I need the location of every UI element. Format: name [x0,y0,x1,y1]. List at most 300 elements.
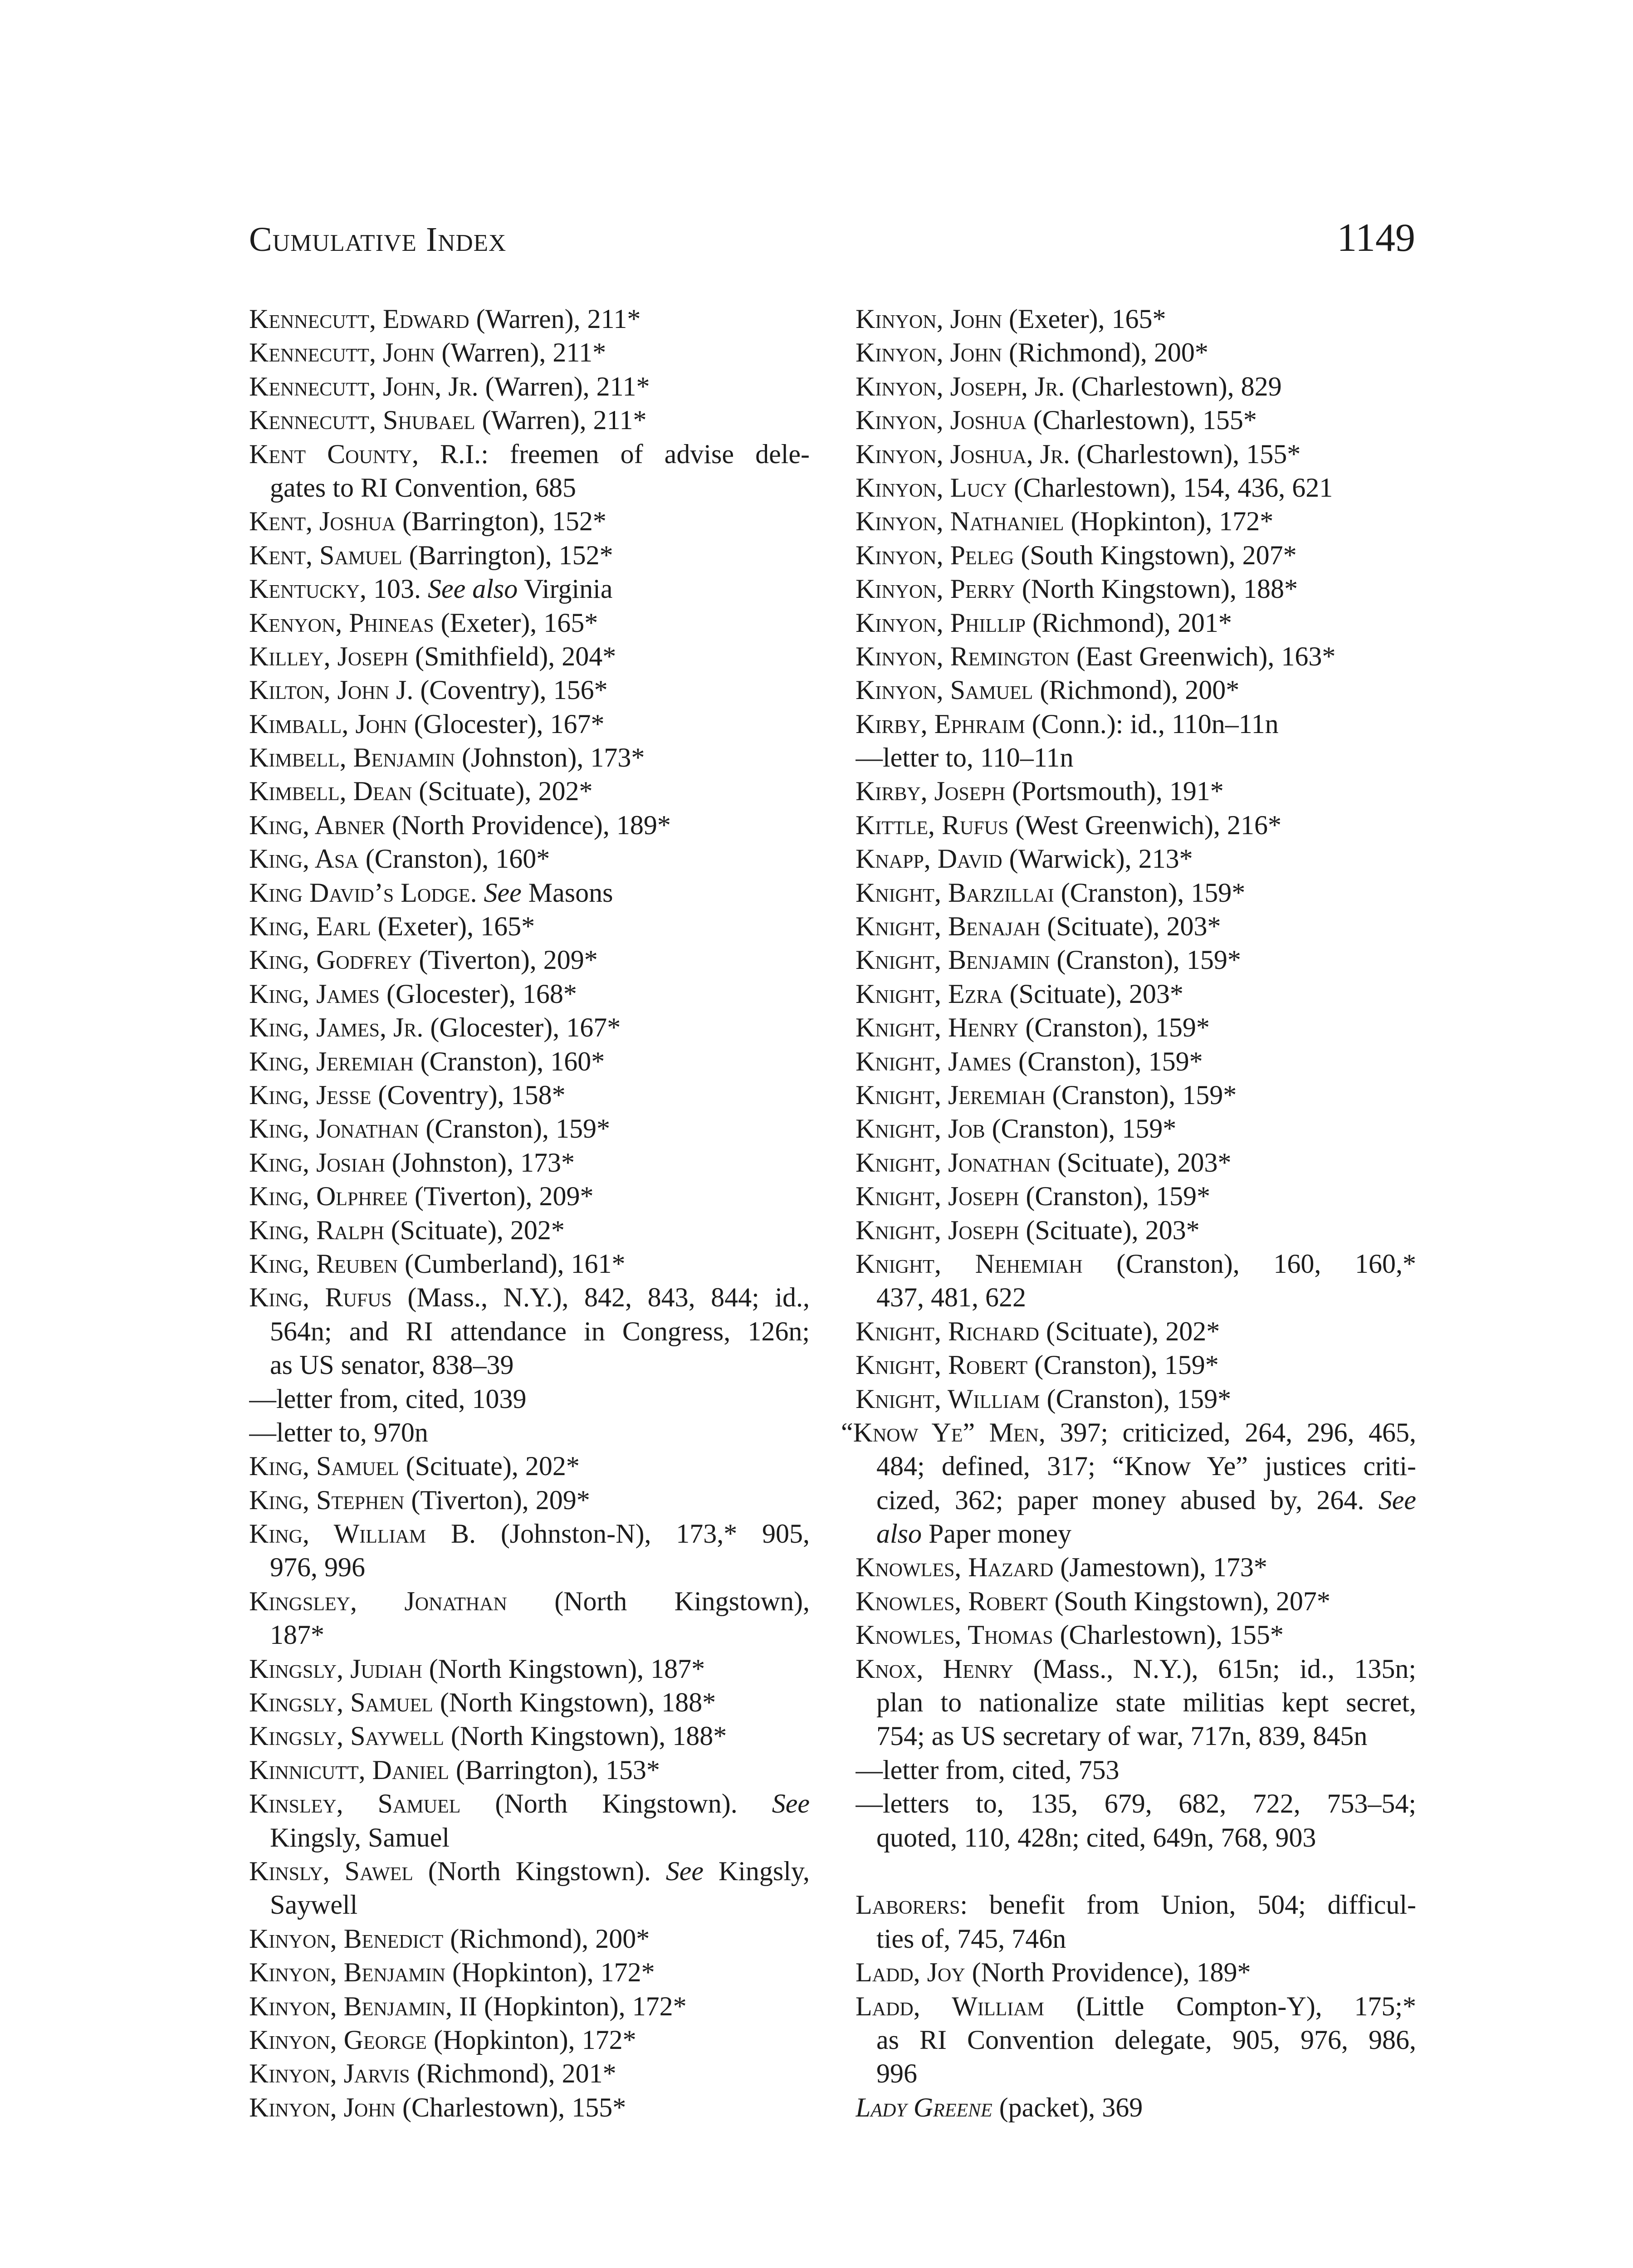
index-entry [249,1989,810,2023]
index-entry [249,504,810,538]
index-entry [249,707,810,741]
entry-heading: Knight, Robert [856,1350,1028,1380]
index-entry [249,1146,810,1179]
index-entry [856,842,1416,875]
index-entry [856,1955,1416,1989]
entry-heading: Knight, Richard [856,1316,1039,1346]
entry-text: (packet), 369 [992,2092,1143,2122]
entry-text: (North Kingstown), [507,1586,810,1616]
entry-text: (Johnston), 173* [455,743,645,773]
index-entry [856,572,1416,606]
index-entry-continuation [856,1449,1416,1483]
index-entry [249,1483,810,1517]
entry-text: (Exeter), 165* [371,911,535,942]
entry-heading: King, William B. [249,1519,476,1549]
entry-text: (Glocester), 167* [423,1012,621,1043]
entry-text: cized, 362; paper money abused by, 264. [876,1485,1379,1515]
entry-heading: Kittle, Rufus [856,810,1009,840]
entry-text: (Hopkinton), 172* [426,2024,636,2055]
index-subentry [249,1382,810,1416]
index-entry [856,876,1416,909]
entry-heading: King, Jesse [249,1080,372,1110]
index-entry [249,808,810,842]
entry-heading: Kimball, John [249,709,407,739]
entry-text: (Charlestown), 829 [1065,371,1282,401]
entry-text: 754; as US secretary of war, 717n, 839, 845n [876,1721,1368,1751]
index-entry [249,1922,810,1955]
index-entry [249,437,810,471]
index-entry [856,1112,1416,1145]
entry-heading: Kimbell, Benjamin [249,743,455,773]
entry-heading: Kinyon, Benedict [249,1923,444,1954]
index-entry [249,1787,810,1820]
entry-text: 976, 996 [270,1552,365,1583]
entry-heading: Knowles, Hazard [856,1552,1054,1583]
entry-heading: Kennecutt, John [249,337,435,368]
index-entry [856,1315,1416,1348]
index-entry [249,741,810,774]
entry-heading: Kennecutt, Shubael [249,405,475,435]
entry-heading: Knox, Henry [856,1653,1014,1684]
entry-text: (Conn.): id., 110n–11n [1025,709,1279,739]
entry-text: as RI Convention delegate, 905, 976, 986, [876,2024,1416,2055]
entry-heading: King, Asa [249,844,359,874]
entry-text: (North Kingstown), 188* [1015,574,1298,604]
entry-heading: “Know Ye” Men [841,1417,1039,1447]
cross-reference-label: also [876,1519,922,1549]
index-entry [856,640,1416,673]
entry-heading: Kinyon, John [249,2092,396,2122]
index-entry [249,2023,810,2057]
entry-text: Virginia [518,574,613,604]
entry-heading: Kinyon, Joseph, Jr. [856,371,1065,401]
entry-text: (Glocester), 168* [380,978,577,1009]
entry-heading: Kennecutt, John, Jr. [249,371,479,401]
index-entry [856,1213,1416,1247]
entry-text: (Mass., N.Y.), 615n; id., 135n; [1013,1653,1416,1684]
entry-text: (Cranston), 159* [1012,1046,1203,1076]
index-entry [249,1955,810,1989]
entry-text: —letters to, 135, 679, 682, 722, 753–54; [856,1789,1416,1819]
index-entry [856,1247,1416,1281]
entry-heading: Knight, James [856,1046,1012,1076]
entry-heading: King, Earl [249,911,371,942]
entry-text: (Hopkinton), 172* [1064,506,1274,537]
entry-heading: Kingsly, Judiah [249,1653,422,1684]
index-entry [249,572,810,606]
entry-text: (North Providence), 189* [965,1957,1251,1988]
index-entry [249,403,810,437]
entry-heading: King, James, Jr. [249,1012,424,1043]
entry-text: (Cranston), 159* [985,1114,1177,1144]
entry-heading: Kilton, John J. [249,675,414,705]
entry-text: (Cranston), 160* [358,844,550,874]
entry-text: (Barrington), 153* [449,1755,660,1785]
entry-text: (Jamestown), 173* [1053,1552,1267,1583]
entry-heading: Kinyon, John [856,337,1002,368]
entry-text: 187* [270,1620,324,1650]
index-entry [856,1550,1416,1584]
entry-text: (Warren), 211* [478,371,650,401]
index-entry [249,977,810,1011]
index-entry [841,1416,1416,1449]
index-entry-continuation [249,471,810,504]
entry-heading: Killey, Joseph [249,641,408,671]
entry-heading: Kinnicutt, Daniel [249,1755,449,1785]
index-entry [856,1989,1416,2023]
entry-heading: Ladd, Joy [856,1957,965,1988]
entry-text: (Scituate), 202* [412,776,593,807]
cross-reference-label: See [665,1856,704,1886]
entry-text: (Richmond), 201* [1025,607,1232,638]
entry-heading: King, Olphree [249,1181,408,1212]
index-entry [856,1078,1416,1112]
entry-heading: King, Jeremiah [249,1046,414,1076]
entry-text: Paper money [922,1519,1071,1549]
entry-heading: Knowles, Robert [856,1586,1048,1616]
entry-heading: Kingsly, Samuel [249,1687,433,1718]
entry-text: Masons [521,877,613,908]
entry-heading: Kirby, Joseph [856,776,1006,807]
entry-heading: King, Abner [249,810,386,840]
entry-text: (Cranston), 159* [1040,1383,1232,1414]
index-column-left [249,302,810,2124]
entry-text: (Scituate), 202* [384,1215,565,1245]
entry-text: (Richmond), 200* [1002,337,1208,368]
entry-text: (North Kingstown), 188* [433,1687,716,1718]
index-entry [856,1618,1416,1652]
index-entry [856,606,1416,640]
index-entry [249,842,810,875]
index-entry [249,1112,810,1145]
index-entry [249,909,810,943]
entry-text: (Scituate), 202* [399,1451,580,1481]
index-entry [249,1045,810,1078]
entry-text: (Coventry), 158* [371,1080,566,1110]
entry-heading: King, Rufus [249,1282,392,1313]
entry-heading: Kinyon, Remington [856,641,1070,671]
index-entry [856,1888,1416,1921]
cross-reference-label: See also [427,574,518,604]
index-entry [856,774,1416,808]
entry-heading: Knight, Henry [856,1012,1019,1043]
entry-text: (Charlestown), 155* [1026,405,1257,435]
entry-text: (Cranston), 159* [1019,1181,1210,1212]
index-entry-continuation [856,1922,1416,1955]
entry-text: (Warren), 211* [475,405,647,435]
index-entry [856,336,1416,369]
index-entry [856,370,1416,403]
entry-text: (Johnston), 173* [385,1147,575,1178]
cross-reference-label: See [772,1789,810,1819]
index-entry [856,673,1416,707]
running-head-title: Cumulative Index [249,220,507,259]
entry-text: (Warwick), 213* [1002,844,1193,874]
entry-text: 437, 481, 622 [876,1282,1026,1313]
entry-text: gates to RI Convention, 685 [270,472,576,503]
entry-heading: Kinyon, Joshua, Jr. [856,439,1071,469]
entry-text: (Scituate), 203* [1051,1147,1232,1178]
entry-text: (Cranston), 160, 160,* [1082,1248,1416,1279]
entry-text: Kingsly, Samuel [270,1822,450,1853]
index-entry [856,1652,1416,1686]
entry-text: (West Greenwich), 216* [1008,810,1281,840]
entry-heading: King, Jonathan [249,1114,419,1144]
index-entry [856,943,1416,977]
entry-text: (North Kingstown), 187* [422,1653,705,1684]
index-entry [249,302,810,336]
index-entry [249,336,810,369]
index-entry [856,1146,1416,1179]
entry-text: (North Kingstown). [460,1789,772,1819]
index-entry-continuation [249,1888,810,1921]
entry-text: 484; defined, 317; “Know Ye” justices criti- [876,1451,1416,1481]
entry-text: (Cranston), 159* [1054,877,1246,908]
entry-heading: Kinyon, Joshua [856,405,1027,435]
entry-heading: Kinyon, Samuel [856,675,1033,705]
index-entry [249,1686,810,1719]
entry-heading: Kentucky [249,574,360,604]
entry-text: —letter from, cited, 1039 [249,1383,527,1414]
entry-text: (Hopkinton), 172* [477,1991,687,2021]
entry-heading: Kinyon, Jarvis [249,2058,410,2089]
index-entry [249,1854,810,1888]
index-column-right [841,302,1416,2124]
entry-heading: King, Godfrey [249,945,412,975]
index-entry [856,1382,1416,1416]
entry-text: (Charlestown), 154, 436, 621 [1007,472,1333,503]
index-entry [249,1753,810,1787]
index-entry [249,1247,810,1281]
index-entry [249,538,810,572]
entry-heading: Knight, Ezra [856,978,1003,1009]
entry-heading: Kent County, R.I. [249,439,481,469]
index-entry [856,538,1416,572]
index-subentry [249,1416,810,1449]
index-entry [249,640,810,673]
entry-heading: Knight, Jonathan [856,1147,1051,1178]
index-entry [856,1045,1416,1078]
index-entry [856,1011,1416,1044]
entry-text: plan to nationalize state militias kept secret, [876,1687,1416,1718]
index-entry [856,2091,1416,2124]
entry-text: : freemen of advise dele- [481,439,810,469]
index-entry [249,1449,810,1483]
index-subentry [856,1787,1416,1820]
entry-text: (Richmond), 200* [1033,675,1240,705]
entry-text: —letter to, 970n [249,1417,428,1447]
entry-heading: Knight, Job [856,1114,985,1144]
index-entry-continuation [249,1315,810,1348]
entry-text: —letter from, cited, 753 [856,1755,1120,1785]
entry-text: (Barrington), 152* [402,540,613,570]
index-entry [856,909,1416,943]
entry-text: , 397; criticized, 264, 296, 465, [1038,1417,1416,1447]
index-subentry [856,1753,1416,1787]
entry-heading: Knapp, David [856,844,1002,874]
entry-heading: Knight, Nehemiah [856,1248,1083,1279]
entry-heading: Kent, Joshua [249,506,396,537]
entry-text: (Mass., N.Y.), 842, 843, 844; id., [391,1282,810,1313]
entry-text: (North Kingstown), 188* [444,1721,727,1751]
entry-text: (Warren), 211* [469,304,641,334]
index-entry-continuation [856,1686,1416,1719]
index-entry [856,1584,1416,1618]
index-entry [856,471,1416,504]
index-entry-continuation [856,1281,1416,1314]
entry-heading: King, James [249,978,380,1009]
entry-text: (Exeter), 165* [434,607,598,638]
entry-text: (Hopkinton), 172* [445,1957,655,1988]
entry-text: (Cranston), 160* [413,1046,605,1076]
entry-text: (Richmond), 200* [443,1923,650,1954]
entry-text: (Tiverton), 209* [407,1181,594,1212]
index-entry-continuation [249,1348,810,1382]
entry-text: (Tiverton), 209* [404,1485,590,1515]
entry-heading: Kimbell, Dean [249,776,412,807]
entry-text: (Scituate), 203* [1040,911,1221,942]
entry-text: (Charlestown), 155* [1053,1620,1284,1650]
entry-text: : benefit from Union, 504; difficul- [960,1890,1416,1920]
index-entry [856,977,1416,1011]
entry-text: (Cranston), 159* [1027,1350,1219,1380]
index-entry [249,370,810,403]
index-entry [249,1213,810,1247]
entry-heading: King David’s Lodge. [249,877,484,908]
index-entry [249,943,810,977]
entry-heading: King, Josiah [249,1147,385,1178]
entry-title-italic: Lady Greene [856,2092,993,2122]
entry-text: as US senator, 838–39 [270,1350,514,1380]
index-entry [856,1348,1416,1382]
cross-reference-label: See [1378,1485,1416,1515]
index-entry [856,1179,1416,1213]
index-entry [249,1652,810,1686]
index-entry-continuation [856,2057,1416,2090]
entry-text: (North Providence), 189* [385,810,671,840]
entry-heading: Ladd, William [856,1991,1044,2021]
entry-heading: Laborers [856,1890,960,1920]
entry-text: (Johnston-N), 173,* 905, [476,1519,810,1549]
entry-text: (Cranston), 159* [1050,945,1241,975]
entry-text: (Charlestown), 155* [1070,439,1301,469]
index-entry [856,403,1416,437]
entry-text: (South Kingstown), 207* [1014,540,1297,570]
entry-text: , 103. [359,574,428,604]
entry-heading: Knowles, Thomas [856,1620,1053,1650]
entry-text: (East Greenwich), 163* [1069,641,1336,671]
entry-text: (Glocester), 167* [407,709,605,739]
index-subentry [856,741,1416,774]
entry-heading: King, Stephen [249,1485,405,1515]
entry-heading: Kinyon, Peleg [856,540,1014,570]
entry-heading: Knight, Jeremiah [856,1080,1046,1110]
index-entry-continuation [249,1618,810,1652]
index-entry-continuation [856,1483,1416,1517]
entry-text: (Cranston), 159* [419,1114,610,1144]
entry-heading: Knight, Benajah [856,911,1041,942]
entry-heading: Kenyon, Phineas [249,607,434,638]
entry-text: (Warren), 211* [435,337,606,368]
entry-text: (Tiverton), 209* [412,945,598,975]
entry-text: 564n; and RI attendance in Congress, 126n; [270,1316,810,1346]
entry-heading: King, Reuben [249,1248,398,1279]
entry-heading: Kinyon, Benjamin, II [249,1991,477,2021]
entry-heading: Knight, Joseph [856,1181,1019,1212]
entry-text: (Scituate), 202* [1039,1316,1220,1346]
entry-heading: King, Ralph [249,1215,384,1245]
entry-heading: Kirby, Ephraim [856,709,1025,739]
index-entry [249,1011,810,1044]
entry-heading: Kent, Samuel [249,540,402,570]
entry-text: (South Kingstown), 207* [1047,1586,1330,1616]
index-entry-continuation [856,2023,1416,2057]
entry-heading: Kinyon, Phillip [856,607,1026,638]
entry-text: (Charlestown), 155* [395,2092,626,2122]
entry-heading: Kinyon, Nathaniel [856,506,1064,537]
entry-heading: Kinyon, Benjamin [249,1957,445,1988]
cross-reference-label: See [484,877,522,908]
index-entry-continuation [249,1550,810,1584]
entry-heading: Kinyon, George [249,2024,427,2055]
index-entry [249,1584,810,1618]
index-entry-continuation [249,1821,810,1854]
entry-text: (Barrington), 152* [396,506,606,537]
entry-heading: Knight, William [856,1383,1040,1414]
index-entry [249,1179,810,1213]
entry-heading: Knight, Joseph [856,1215,1019,1245]
entry-text: Saywell [270,1890,358,1920]
entry-text: (Cranston), 159* [1045,1080,1237,1110]
index-entry-continuation [856,1821,1416,1854]
entry-heading: Kinsley, Samuel [249,1789,461,1819]
entry-heading: Kinyon, Perry [856,574,1015,604]
index-entry [249,1078,810,1112]
entry-text: ties of, 745, 746n [876,1923,1066,1954]
entry-text: (Coventry), 156* [413,675,608,705]
index-entry-continuation [856,1517,1416,1550]
entry-heading: Kinsly, Sawel [249,1856,413,1886]
entry-heading: Kingsley, Jonathan [249,1586,507,1616]
entry-text: (Little Compton-Y), 175;* [1044,1991,1416,2021]
index-entry [249,2057,810,2090]
index-entry-continuation [856,1719,1416,1753]
entry-heading: Kingsly, Saywell [249,1721,444,1751]
entry-text: Kingsly, [704,1856,810,1886]
page-number: 1149 [1337,216,1415,260]
entry-text: (Portsmouth), 191* [1005,776,1224,807]
entry-heading: Kinyon, John [856,304,1002,334]
entry-text: quoted, 110, 428n; cited, 649n, 768, 903 [876,1822,1316,1853]
entry-heading: King, Samuel [249,1451,399,1481]
entry-text: —letter to, 110–11n [856,743,1074,773]
entry-heading: Kennecutt, Edward [249,304,469,334]
index-entry [856,504,1416,538]
entry-text: (Exeter), 165* [1002,304,1166,334]
index-entry [249,1281,810,1314]
entry-text: (Scituate), 203* [1019,1215,1200,1245]
index-entry [249,876,810,909]
blank-line [856,1854,1416,1888]
index-entry [249,1517,810,1550]
index-entry [249,606,810,640]
index-entry [856,707,1416,741]
entry-heading: Kinyon, Lucy [856,472,1007,503]
entry-heading: Knight, Benjamin [856,945,1050,975]
entry-heading: Knight, Barzillai [856,877,1054,908]
index-entry [249,774,810,808]
index-entry [856,808,1416,842]
